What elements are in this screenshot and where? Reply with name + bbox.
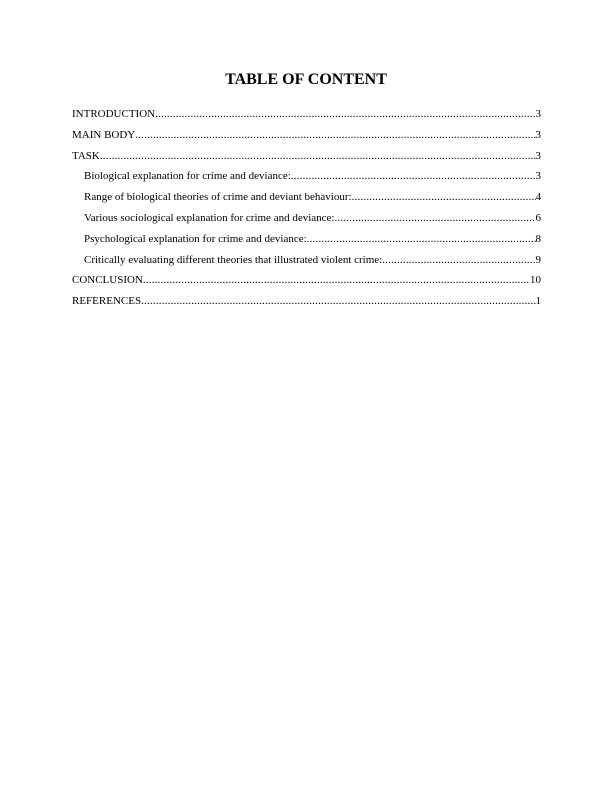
toc-entry-label: REFERENCES [72,295,142,308]
toc-entry-biological-theories[interactable] [72,187,541,208]
toc-entry-page: 9 [535,253,541,266]
toc-entry-psychological-explanation[interactable] [72,229,541,250]
toc-entry-label: Psychological explanation for crime and deviance: [84,232,307,245]
toc-dot-leader [307,229,536,250]
toc-entry-label: Biological explanation for crime and deviance: [84,170,291,183]
toc-entry-page: 3 [535,170,541,183]
toc-entry-violent-crime-theories[interactable] [72,250,541,271]
toc-entry-task[interactable] [72,146,541,167]
toc-entry-main-body[interactable] [72,125,541,146]
toc-dot-leader [135,125,535,146]
toc-dot-leader [291,166,536,187]
toc-dot-leader [155,104,535,125]
toc-entry-introduction[interactable] [72,104,541,125]
toc-entry-label: Various sociological explanation for crime and deviance: [84,211,335,224]
toc-entry-references[interactable] [72,291,541,312]
toc-entry-page: 3 [535,128,541,141]
toc-list [72,104,541,312]
toc-entry-conclusion[interactable] [72,270,541,291]
toc-entry-label: Critically evaluating different theories that illustrated violent crime: [84,253,383,266]
toc-entry-biological-explanation[interactable] [72,166,541,187]
toc-dot-leader [100,146,536,167]
toc-dot-leader [334,208,535,229]
toc-dot-leader [382,250,535,271]
toc-entry-page: 1 [535,295,541,308]
toc-title: TABLE OF CONTENT [225,71,387,88]
toc-entry-label: INTRODUCTION [72,108,156,120]
toc-entry-page: 3 [535,149,541,162]
toc-entry-label: Range of biological theories of crime and deviant behaviour: [84,191,352,204]
toc-dot-leader [141,291,535,312]
toc-entry-page: 6 [535,211,541,224]
toc-dot-leader [143,270,530,291]
toc-entry-label: TASK [72,149,100,162]
toc-entry-page: 10 [530,274,541,287]
toc-entry-page: 4 [535,191,541,204]
toc-entry-page: 8 [535,232,541,245]
toc-dot-leader [352,187,536,208]
toc-entry-sociological-explanation[interactable] [72,208,541,229]
toc-entry-label: MAIN BODY [72,128,136,141]
toc-entry-page: 3 [535,108,541,120]
toc-entry-label: CONCLUSION [72,274,143,287]
